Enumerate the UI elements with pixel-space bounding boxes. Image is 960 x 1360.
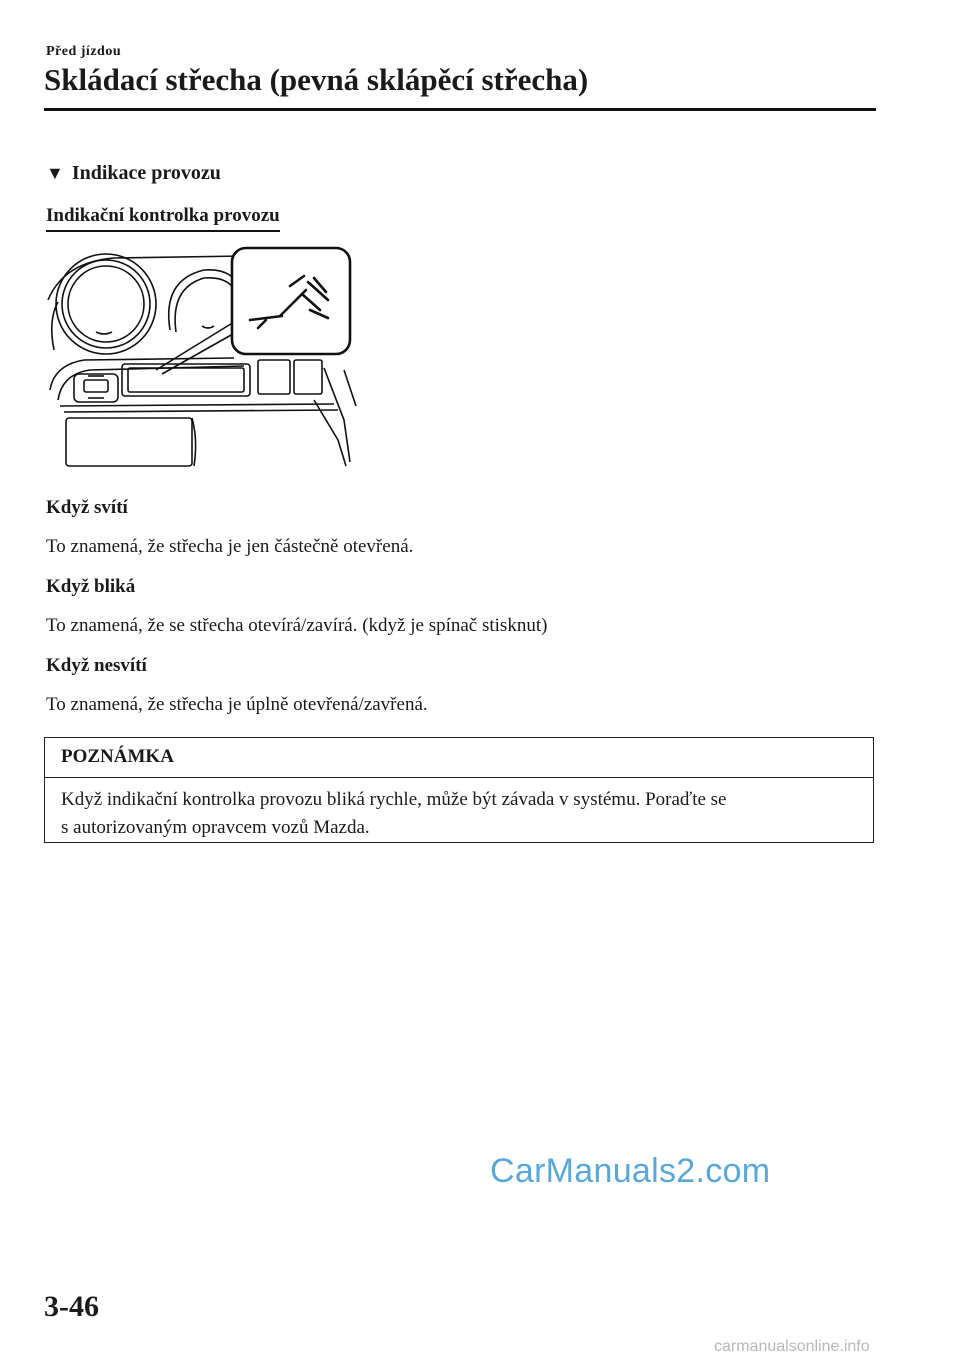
footer-watermark: carmanualsonline.info [714, 1338, 870, 1355]
state-text-blinking: To znamená, že se střecha otevírá/zavírá. (když je spínač stisknut) [46, 615, 548, 636]
note-header: POZNÁMKA [45, 738, 873, 778]
watermark: CarManuals2.com [490, 1152, 771, 1190]
section-heading-text: Indikace provozu [71, 162, 221, 184]
state-label-blinking: Když bliká [46, 576, 136, 597]
state-text-on: To znamená, že střecha je jen částečně otevřená. [46, 536, 414, 557]
state-text-off: To znamená, že střecha je úplně otevřená/zavřená. [46, 694, 428, 715]
note-line-2: s autorizovaným opravcem vozů Mazda. [61, 817, 370, 838]
note-line-1: Když indikační kontrolka provozu bliká rychle, může být závada v systému. Poraďte se [61, 789, 727, 810]
breadcrumb: Před jízdou [46, 44, 122, 59]
dashboard-illustration [44, 240, 360, 470]
note-text [45, 778, 873, 842]
state-label-on: Když svítí [46, 497, 128, 518]
note-box [44, 737, 874, 843]
page-title: Skládací střecha (pevná sklápěcí střecha) [44, 62, 589, 97]
subheading: Indikační kontrolka provozu [46, 205, 280, 232]
state-label-off: Když nesvítí [46, 655, 147, 676]
page-number: 3-46 [44, 1290, 99, 1323]
title-divider [44, 108, 876, 111]
section-heading [46, 162, 221, 185]
triangle-down-icon: ▼ [46, 163, 64, 183]
